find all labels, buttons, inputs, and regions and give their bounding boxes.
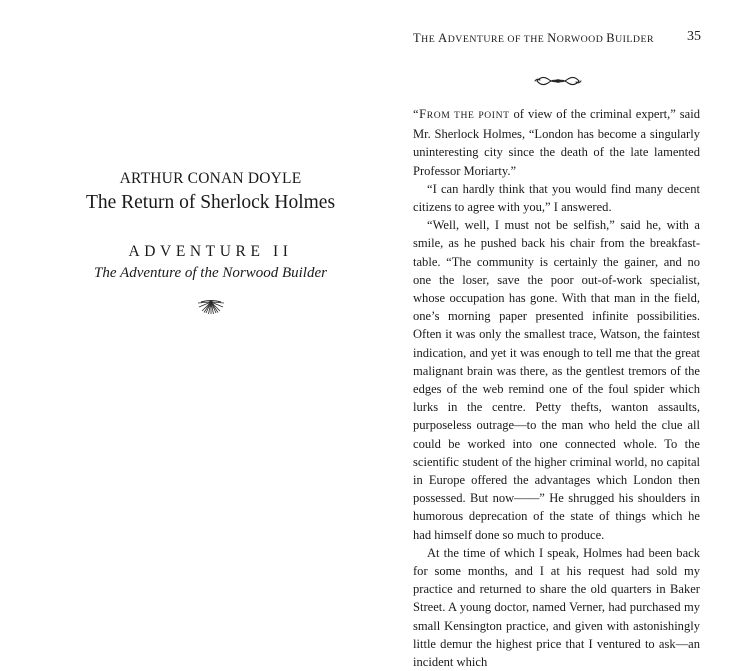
adventure-number: ADVENTURE II: [128, 243, 293, 260]
paragraph: “I can hardly think that you would find many decent citizens to agree with you,” I answered.: [413, 181, 700, 215]
book-title: The Return of Sherlock Holmes: [85, 192, 336, 213]
opening-paragraph: “FROM THE POINT of view of the criminal expert,” said Mr. Sherlock Holmes, “London has become a singularly uninteresting city since the death of the late lamented Professor Moriarty.”: [413, 107, 700, 178]
page-number: 35: [687, 29, 701, 44]
left-page: [0, 0, 371, 600]
body-text: [413, 105, 700, 671]
scroll-flourish-icon: [534, 72, 582, 90]
adventure-title: The Adventure of the Norwood Builder: [94, 265, 327, 281]
running-head: THE ADVENTURE OF THE NORWOOD BUILDER: [413, 31, 655, 45]
paragraph: At the time of which I speak, Holmes had been back for some months, and I at his request had sold my practice and returned to share the old quarters in Baker Street. A young doctor, named Verner, had purchased my small Kensington practice, and given with astonishingly little demur the highest price that I ventured to ask—an incident which: [413, 545, 700, 670]
title-block: [48, 169, 373, 315]
opening-smallcaps: “FROM THE POINT: [413, 107, 510, 121]
paragraph: “Well, well, I must not be selfish,” said he, with a smile, as he pushed back his chair from the breakfast-table. “The community is certainly the gainer, and no one the loser, save the poor out-of-work specialist, whose occupation has gone. With that man in the field, one’s morning paper presented infinite possibilities. Often it was only the smallest trace, Watson, the faintest indication, and yet it was enough to tell me that the great malignant brain was there, as the gentlest tremors of the edges of the web remind one of the foul spider which lurks in the centre. Petty thefts, wanton assaults, purposeless outrage—to the man who held the clue all could be worked into one connected whole. To the scientific student of the higher criminal world, no capital in Europe offered the advantages which London then possessed. But now——” He shrugged his shoulders in humorous deprecation of the state of things which he had himself done so much to produce.: [413, 218, 700, 542]
sunburst-ornament-icon: [197, 299, 225, 315]
author-name: ARTHUR CONAN DOYLE: [119, 170, 302, 187]
right-page: [371, 0, 743, 670]
